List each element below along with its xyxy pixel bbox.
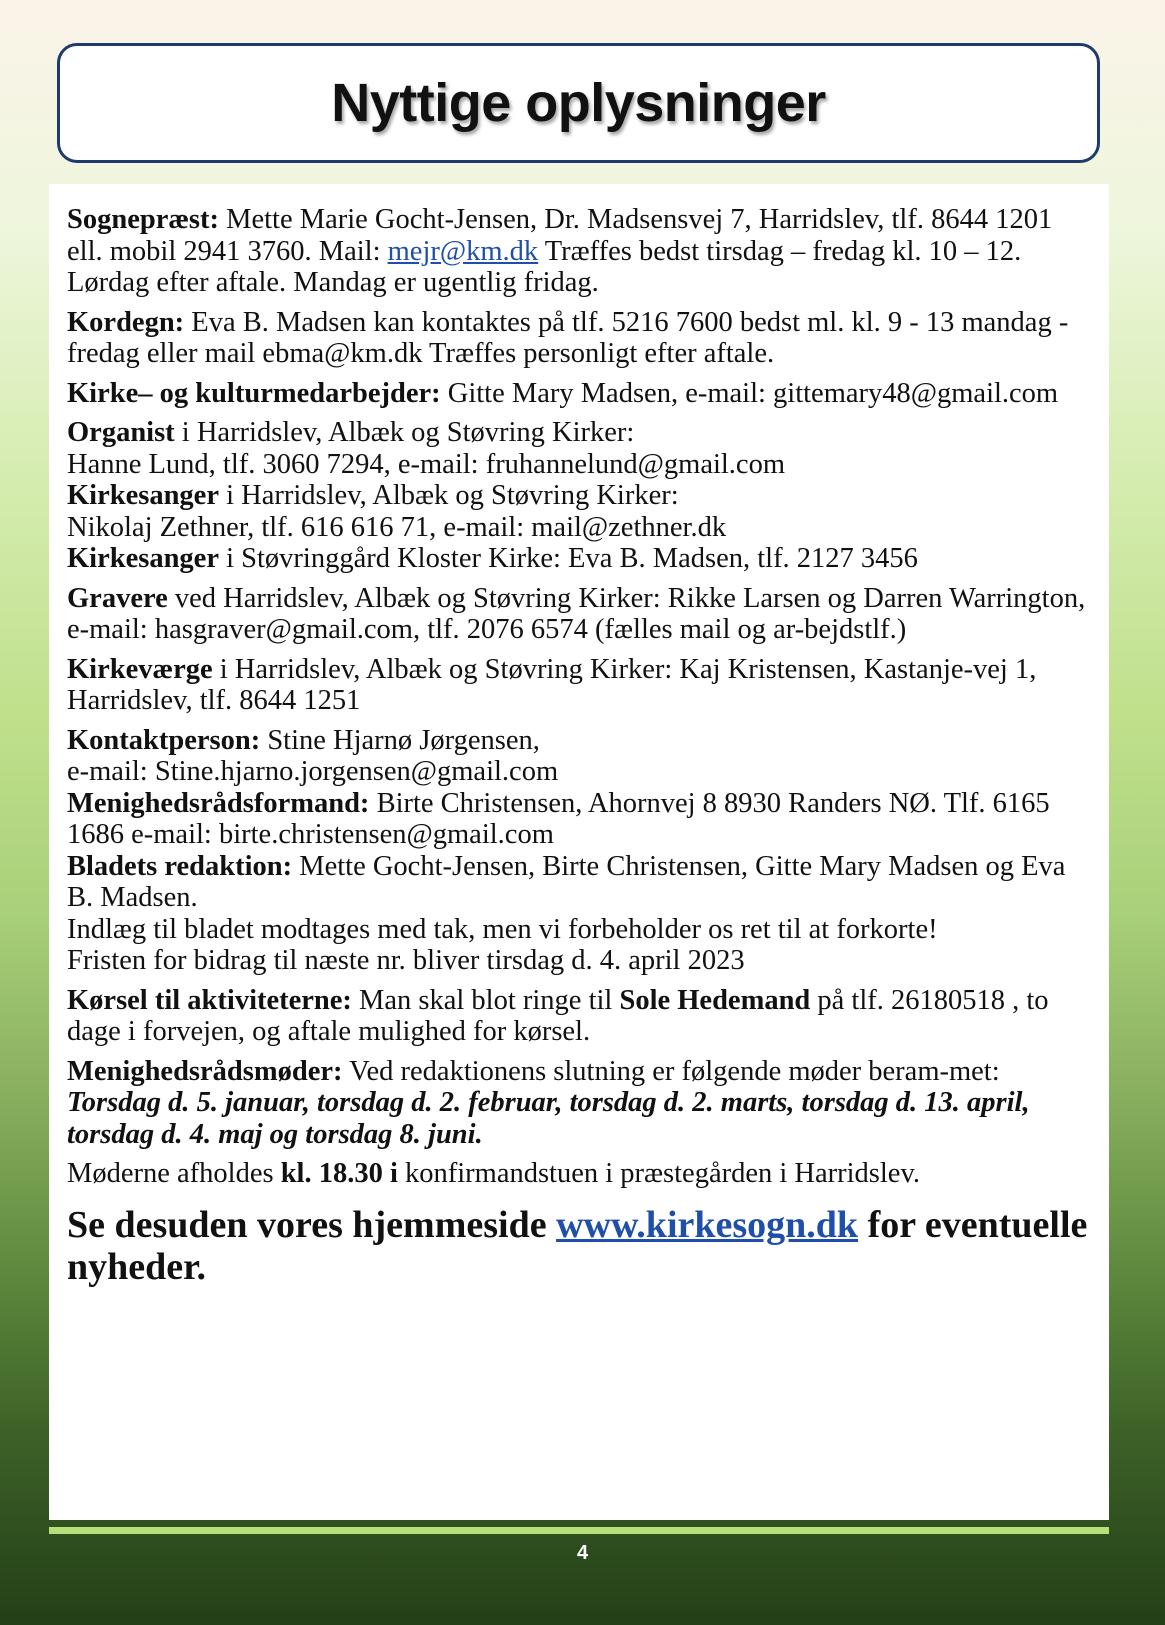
kordegn-text: Eva B. Madsen kan kontaktes på tlf. 5216 7600 bedst ml. kl. 9 - 13 mandag - fredag eller mail ebma@km.dk Træffes personligt efter aftale. <box>67 306 1069 369</box>
kirkevaerge-text: i Harridslev, Albæk og Støvring Kirker: Kaj Kristensen, Kastanje-vej 1, Harridslev, tlf. 8644 1251 <box>67 653 1037 716</box>
formand-label: Menighedsrådsformand: <box>67 787 370 819</box>
afholdes-time: kl. 18.30 i <box>280 1158 398 1189</box>
redaktion-label: Bladets redaktion: <box>67 850 293 882</box>
moder-section <box>67 1056 1091 1151</box>
korsel-text: Man skal blot ringe til <box>351 984 620 1016</box>
hjemmeside-section <box>67 1204 1091 1288</box>
korsel-label: Kørsel til aktiviteterne: <box>67 984 352 1016</box>
afholdes-text: Møderne afholdes <box>67 1158 281 1189</box>
kontaktperson-label: Kontaktperson: <box>67 724 261 756</box>
redaktion-text: Mette Gocht-Jensen, Birte Christensen, Gitte Mary Madsen og Eva B. Madsen. <box>67 850 1066 913</box>
redaktion-note: Indlæg til bladet modtages med tak, men vi forbeholder os ret til at forkorte! <box>67 913 938 945</box>
hjemmeside-text: Se desuden vores hjemmeside <box>67 1203 557 1246</box>
moder-dates: Torsdag d. 5. januar, torsdag d. 2. februar, torsdag d. 2. marts, torsdag d. 13. april, torsdag d. 4. maj og torsdag 8. juni. <box>67 1087 1030 1150</box>
gravere-section <box>67 583 1091 646</box>
kirkesanger2-text: i Støvringgård Kloster Kirke: Eva B. Madsen, tlf. 2127 3456 <box>218 543 918 574</box>
sognepraest-section <box>67 204 1091 299</box>
kontaktperson-text: Stine Hjarnø Jørgensen, <box>260 724 540 756</box>
gravere-text: ved Harridslev, Albæk og Støvring Kirker: Rikke Larsen og Darren Warrington, e-mail: hasgraver@gmail.com, tlf. 2076 6574 (fælles mail og ar-bejdstlf.) <box>67 582 1086 645</box>
kirkevaerge-label: Kirkeværge <box>67 653 213 685</box>
kontakt-section <box>67 725 1091 977</box>
moder-label: Menighedsrådsmøder: <box>67 1055 343 1087</box>
title-box <box>57 43 1100 163</box>
organist-text: i Harridslev, Albæk og Støvring Kirker: <box>174 417 635 448</box>
korsel-section <box>67 985 1091 1048</box>
afholdes-section <box>67 1158 1091 1190</box>
kirkevaerge-section <box>67 654 1091 717</box>
kirkesanger1-contact: Nikolaj Zethner, tlf. 616 616 71, e-mail: mail@zethner.dk <box>67 511 727 543</box>
moder-text: Ved redaktionens slutning er følgende møder beram-met: <box>342 1055 1000 1087</box>
kirkesanger2-label: Kirkesanger <box>67 543 219 574</box>
afholdes-place: konfirmandstuen i præstegården i Harridslev. <box>397 1158 920 1189</box>
kontaktperson-mail: e-mail: Stine.hjarno.jorgensen@gmail.com <box>67 756 559 787</box>
kirkesanger1-label: Kirkesanger <box>67 480 219 511</box>
sognepraest-mail-link[interactable]: mejr@km.dk <box>387 235 539 267</box>
sognepraest-text: Mette Marie Gocht-Jensen, Dr. Madsensvej 7, Harridslev, tlf. 8644 1201 ell. mobil 2941 3760. Mail: <box>67 204 1053 267</box>
kirkesanger1-text: i Harridslev, Albæk og Støvring Kirker: <box>218 480 679 511</box>
kordegn-label: Kordegn: <box>67 306 185 338</box>
korsel-contact-name: Sole Hedemand <box>619 984 811 1016</box>
organist-contact: Hanne Lund, tlf. 3060 7294, e-mail: fruhannelund@gmail.com <box>67 448 785 480</box>
organist-section <box>67 417 1091 575</box>
redaktion-deadline: Fristen for bidrag til næste nr. bliver tirsdag d. 4. april 2023 <box>67 945 745 976</box>
sognepraest-saturday: Lørdag efter aftale. Mandag er ugentlig fridag. <box>67 267 599 298</box>
hjemmeside-link[interactable]: www.kirkesogn.dk <box>556 1203 859 1246</box>
page-title: Nyttige oplysninger <box>331 73 826 133</box>
page-number: 4 <box>576 1542 589 1564</box>
organist-label: Organist <box>67 417 175 448</box>
kirke-kultur-section <box>67 378 1091 410</box>
formand-text: Birte Christensen, Ahornvej 8 8930 Randers NØ. Tlf. 6165 1686 e-mail: birte.christensen@gmail.com <box>67 787 1050 850</box>
kirke-kultur-label: Kirke– og kulturmedarbejder: <box>67 377 441 409</box>
kirke-kultur-text: Gitte Mary Madsen, e-mail: gittemary48@gmail.com <box>440 377 1059 409</box>
sognepraest-hours: Træffes bedst tirsdag – fredag kl. 10 – 12. <box>538 235 1022 267</box>
content-panel <box>49 184 1109 1520</box>
sognepraest-label: Sognepræst: <box>67 204 220 235</box>
gravere-label: Gravere <box>67 582 168 614</box>
hjemmeside-text-2: for eventuelle nyheder. <box>67 1203 1088 1288</box>
korsel-text-2: på tlf. 26180518 , to dage i forvejen, og aftale mulighed for kørsel. <box>67 984 1049 1047</box>
kordegn-section <box>67 307 1091 370</box>
footer-divider <box>49 1527 1109 1534</box>
